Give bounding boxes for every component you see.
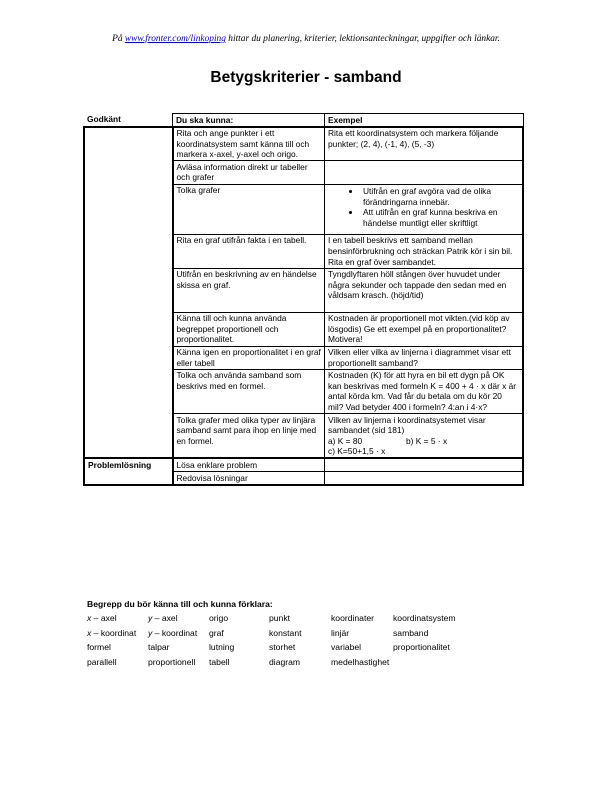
term: konstant — [269, 627, 302, 638]
term: proportionalitet — [393, 642, 450, 653]
fronter-link[interactable]: www.fronter.com/linkoping — [124, 34, 226, 44]
column-header-godkant: Godkänt — [84, 114, 173, 127]
term: samband — [393, 627, 429, 638]
terms-title: Begrepp du bör känna till och kunna förklara: — [87, 599, 273, 609]
list-item: • Att utifrån en graf kunna beskriva en händelse muntligt eller skriftligt — [361, 207, 519, 228]
term: graf — [209, 627, 224, 638]
criterion-cell: Redovisa lösningar — [173, 472, 325, 485]
criterion-cell: Lösa enklare problem — [173, 458, 325, 471]
option-b: b) K = 5 · x — [406, 435, 448, 446]
term — [393, 655, 473, 669]
example-cell — [325, 472, 524, 485]
example-cell — [325, 161, 524, 184]
example-options — [328, 436, 519, 447]
column-header-example: Exempel — [325, 114, 524, 127]
criterion-cell: Rita och ange punkter i ett koordinatsystem samt känna till och markera x-axel, y-axel och origo. — [173, 127, 325, 161]
column-header-can: Du ska kunna: — [173, 114, 325, 127]
term: linjär — [331, 627, 350, 638]
godkant-category-cell — [84, 127, 173, 459]
example-cell: Vilken eller vilka av linjerna i diagrammet visar ett proportionellt samband? — [325, 346, 524, 369]
term: lutning — [209, 642, 235, 653]
term: x – koordinat — [87, 627, 137, 638]
example-cell: Rita ett koordinatsystem och markera följande punkter; (2, 4), (-1, 4), (5, -3) — [325, 127, 524, 161]
example-cell: Tyngdlyftaren höll stången över huvudet under några sekunder och tappade den sedan med en våldsam krasch. (höjd/tid) — [325, 268, 524, 312]
term: proportionell — [148, 656, 196, 667]
table-row — [84, 458, 523, 471]
example-cell — [325, 414, 524, 459]
term: formel — [87, 642, 111, 653]
term: diagram — [269, 656, 301, 667]
table-row — [84, 127, 523, 161]
example-question: Vilken av linjerna i koordinatsystemet visar sambandet (sid 181) — [328, 414, 486, 436]
option-c: c) K=50+1,5 · x — [328, 446, 386, 457]
term: medelhastighet — [331, 656, 390, 667]
header-suffix: hittar du planering, kriterier, lektionsanteckningar, uppgifter och länkar. — [225, 34, 500, 44]
terms-section — [87, 597, 473, 669]
term: tabell — [209, 656, 230, 667]
page-title: Betygskriterier - samband — [210, 69, 402, 86]
term: origo — [209, 613, 229, 624]
table-header-row — [84, 114, 523, 127]
term: y – axel — [148, 613, 178, 624]
example-bullet-list — [328, 186, 519, 228]
criterion-cell: Tolka grafer med olika typer av linjära samband samt para ihop en linje med en formel. — [173, 414, 325, 459]
example-cell — [325, 458, 524, 471]
header-prefix: På — [112, 34, 125, 44]
criterion-cell: Tolka grafer — [173, 184, 325, 234]
criterion-cell: Avläsa information direkt ur tabeller och grafer — [173, 161, 325, 184]
problem-category-cell: Problemlösning — [84, 458, 173, 484]
criterion-cell: Rita en graf utifrån fakta i en tabell. — [173, 234, 325, 268]
term: koordinater — [331, 613, 374, 624]
term: storhet — [269, 642, 296, 653]
term: punkt — [269, 613, 291, 624]
example-cell: I en tabell beskrivs ett samband mellan bensinförbrukning och sträckan Patrik kör i sin bil. Rita en graf över sambandet. — [325, 234, 524, 268]
term: y – koordinat — [148, 627, 198, 638]
option-a: a) K = 80 — [328, 435, 363, 446]
term: x – axel — [87, 613, 117, 624]
list-item: • Utifrån en graf avgöra vad de olika förändringarna innebär. — [361, 186, 519, 207]
criteria-table — [83, 113, 524, 486]
term: koordinatsystem — [393, 613, 456, 624]
example-cell: Kostnaden (K) för att hyra en bil ett dygn på OK kan beskrivas med formeln K = 400 + 4 · x där x är antal körda km. Vad får du betala om du kör 20 mil? Vad betyder 400 i formeln? 4:an i 4·x? — [325, 369, 524, 413]
term: parallell — [87, 656, 117, 667]
criterion-cell: Utifrån en beskrivning av en händelse skissa en graf. — [173, 268, 325, 312]
terms-grid — [87, 611, 473, 669]
criterion-cell: Känna till och kunna använda begreppet proportionell och proportionalitet. — [173, 312, 325, 346]
term: variabel — [331, 642, 362, 653]
criterion-cell: Tolka och använda samband som beskrivs med en formel. — [173, 369, 325, 413]
example-cell: Kostnaden är proportionell mot vikten.(vid köp av lösgodis) Ge ett exempel på en proportionalitet? Motivera! — [325, 312, 524, 346]
term: talpar — [148, 642, 170, 653]
example-cell — [325, 184, 524, 234]
page-header — [0, 34, 612, 44]
criterion-cell: Känna igen en proportionalitet i en graf eller tabell — [173, 346, 325, 369]
